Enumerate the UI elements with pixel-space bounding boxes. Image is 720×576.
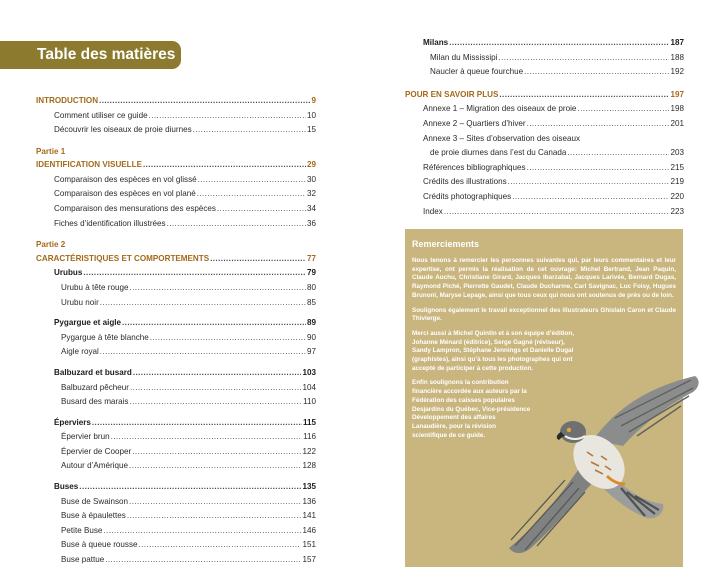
toc-entry-label: Éperviers [54, 417, 91, 427]
toc-entry-label: Comparaison des espèces en vol glissé [54, 174, 197, 184]
toc-section-entry[interactable] [36, 252, 316, 267]
toc-leader-dots [498, 51, 669, 66]
toc-entry-label: Buses [54, 482, 79, 492]
toc-page-number: 146 [302, 525, 316, 535]
toc-entry-label: Comparaison des mensurations des espèces [54, 204, 216, 214]
toc-species-entry[interactable] [36, 524, 316, 539]
toc-leader-dots [129, 395, 302, 410]
toc-page-number: 79 [306, 268, 316, 278]
toc-part-heading [36, 239, 316, 252]
toc-spacer [36, 231, 316, 239]
toc-page-number: 36 [306, 218, 316, 228]
toc-page-number: 197 [670, 89, 684, 99]
toc-page-number: 157 [302, 555, 316, 565]
toc-entry[interactable] [36, 217, 316, 232]
toc-entry-label: Petite Buse [61, 525, 103, 535]
toc-entry[interactable] [36, 202, 316, 217]
toc-entry-label: Urubu noir [61, 297, 99, 307]
toc-entry-label: Pygargue et aigle [54, 318, 122, 328]
toc-leader-dots [527, 161, 670, 176]
toc-page-number: 219 [670, 177, 684, 187]
toc-page-number: 188 [670, 52, 684, 62]
acknowledgements-heading: Remerciements [412, 239, 480, 249]
toc-page-number: 80 [306, 282, 316, 292]
toc-page-number: 104 [302, 382, 316, 392]
toc-entry-label: Pygargue à tête blanche [61, 332, 149, 342]
toc-title-tab [0, 41, 181, 69]
toc-page-number: 116 [303, 432, 316, 442]
toc-entry-label: Balbuzard pêcheur [61, 382, 129, 392]
toc-leader-dots [149, 109, 306, 124]
toc-entry-label: Buse à épaulettes [61, 511, 126, 521]
toc-right-column [405, 36, 684, 219]
toc-leader-dots [99, 94, 310, 109]
toc-section-entry[interactable] [405, 88, 684, 103]
toc-entry-label: Fiches d’identification illustrées [54, 218, 166, 228]
toc-species-entry[interactable] [36, 345, 316, 360]
toc-entry-label: Milans [423, 38, 449, 47]
toc-entry-label: Autour d’Amérique [61, 461, 129, 471]
toc-entry-label: Annexe 1 – Migration des oiseaux de proie [423, 104, 577, 114]
toc-leader-dots [139, 538, 302, 553]
acknowledgements-paragraph-2: Soulignons également le travail exceptionnel des illustrateurs Ghislain Caron et Claude Thivierge. [412, 306, 676, 323]
toc-leader-dots [198, 173, 306, 188]
toc-page-number: 110 [303, 397, 316, 407]
toc-leader-dots [130, 381, 302, 396]
toc-entry-label: IDENTIFICATION VISUELLE [36, 160, 142, 170]
toc-species-entry[interactable] [36, 281, 316, 296]
toc-leader-dots [524, 65, 669, 80]
toc-section-entry[interactable] [36, 158, 316, 173]
toc-species-entry[interactable] [36, 509, 316, 524]
hawk-upper-wing [593, 376, 699, 446]
toc-leader-dots [79, 480, 301, 495]
toc-section-entry[interactable] [36, 94, 316, 109]
toc-entry[interactable] [36, 187, 316, 202]
toc-page-number: 9 [311, 96, 316, 105]
toc-entry[interactable] [405, 161, 684, 176]
toc-entry-label: INTRODUCTION [36, 96, 99, 105]
toc-entry-label: Annexe 3 – Sites d’observation des oiseaux [423, 133, 581, 143]
toc-leader-dots [512, 190, 669, 205]
toc-leader-dots [499, 88, 669, 103]
toc-page-number: 85 [306, 297, 316, 307]
toc-entry[interactable] [405, 190, 684, 205]
toc-leader-dots [132, 445, 301, 460]
toc-leader-dots [197, 187, 306, 202]
toc-entry-label: Épervier de Cooper [61, 446, 132, 456]
toc-entry-label: Index [423, 206, 443, 216]
toc-left-column [36, 94, 316, 576]
toc-page-number: 128 [302, 461, 316, 471]
toc-page-number: 192 [670, 67, 684, 77]
toc-entry-label: Buse à queue rousse [61, 540, 138, 550]
toc-species-entry[interactable] [36, 296, 316, 311]
toc-species-entry[interactable] [36, 538, 316, 553]
toc-entry[interactable] [405, 146, 684, 161]
toc-entry[interactable] [405, 117, 684, 132]
toc-page-number: 135 [302, 482, 316, 492]
toc-entry-label: Partie 2 [36, 240, 66, 250]
toc-page-number: 90 [306, 332, 316, 342]
toc-leader-dots [527, 117, 670, 132]
toc-entry-label: Partie 1 [36, 146, 66, 156]
toc-page-number: 187 [670, 38, 684, 47]
toc-page-number: 136 [302, 496, 316, 506]
toc-leader-dots [100, 296, 306, 311]
page-title: Table des matières [37, 46, 176, 63]
toc-species-entry[interactable] [36, 553, 316, 568]
toc-page-number: 89 [306, 318, 316, 328]
toc-species-entry[interactable] [36, 395, 316, 410]
toc-leader-dots [129, 459, 301, 474]
toc-leader-dots [508, 175, 670, 190]
toc-page-number: 10 [306, 110, 316, 120]
toc-page-number: 141 [302, 511, 316, 521]
toc-page-number: 115 [302, 417, 316, 427]
toc-page-number: 32 [306, 189, 316, 199]
toc-page-number: 198 [670, 104, 684, 114]
toc-leader-dots [143, 158, 306, 173]
toc-page-number: 203 [670, 148, 684, 158]
toc-group-entry[interactable] [36, 480, 316, 495]
toc-leader-dots [567, 146, 669, 161]
hawk-lower-wing [509, 466, 595, 553]
toc-leader-dots [83, 266, 306, 281]
toc-entry[interactable] [405, 175, 684, 190]
toc-leader-dots [577, 102, 669, 117]
acknowledgements-paragraph-3: Merci aussi à Michel Quintin et à son équipe d’édition, Johanne Ménard (éditrice), Serge Gagné (réviseur), Sandy Lampron, Stéphane Jennings et Danielle Dugal (graphistes), ainsi qu’à tous les photographes qui ont accepté de participer à cette production. [412, 329, 574, 372]
toc-entry[interactable] [405, 205, 684, 220]
toc-page-number: 97 [306, 347, 316, 357]
toc-page-number: 215 [670, 162, 684, 172]
toc-page-number: 15 [306, 125, 316, 135]
toc-entry-label: Urubu à tête rouge [61, 282, 129, 292]
toc-entry-label: POUR EN SAVOIR PLUS [405, 89, 499, 99]
toc-entry-label: Épervier brun [61, 432, 110, 442]
toc-entry-label: Crédits des illustrations [423, 177, 507, 187]
toc-page-number: 220 [670, 191, 684, 201]
toc-page-number: 122 [302, 446, 316, 456]
toc-entry-label: Annexe 2 – Quartiers d’hiver [423, 118, 526, 128]
hawk-illustration [495, 370, 703, 560]
toc-entry-label: Milan du Mississipi [430, 52, 498, 62]
toc-entry-label: Balbuzard et busard [54, 367, 132, 377]
toc-entry-label: Comparaison des espèces en vol plané [54, 189, 196, 199]
toc-group-entry[interactable] [405, 36, 684, 51]
toc-part-heading [36, 146, 316, 159]
toc-leader-dots [129, 495, 301, 510]
toc-group-entry[interactable] [36, 366, 316, 381]
toc-entry-label: Crédits photographiques [423, 191, 512, 201]
toc-entry-label: Naucler à queue fourchue [430, 67, 524, 77]
toc-entry-label: Buse pattue [61, 555, 105, 565]
toc-leader-dots [167, 217, 306, 232]
toc-group-entry[interactable] [36, 266, 316, 281]
toc-leader-dots [150, 331, 306, 346]
toc-leader-dots [127, 509, 302, 524]
toc-leader-dots [210, 252, 306, 267]
toc-entry-label: Aigle royal [61, 347, 99, 357]
toc-leader-dots [444, 205, 670, 220]
toc-entry[interactable] [405, 132, 684, 147]
toc-leader-dots [122, 316, 306, 331]
toc-page-number: 29 [306, 160, 316, 170]
toc-entry[interactable] [36, 173, 316, 188]
toc-entry-label: Références bibliographiques [423, 162, 526, 172]
toc-leader-dots [193, 123, 306, 138]
toc-leader-dots [217, 202, 306, 217]
toc-entry-label: CARACTÉRISTIQUES ET COMPORTEMENTS [36, 253, 210, 263]
toc-page-number: 223 [670, 206, 684, 216]
toc-species-entry[interactable] [36, 331, 316, 346]
toc-entry[interactable] [405, 102, 684, 117]
toc-entry-label: Découvrir les oiseaux de proie diurnes [54, 125, 192, 135]
toc-leader-dots [130, 281, 306, 296]
toc-entry[interactable] [36, 123, 316, 138]
toc-page-number: 103 [302, 367, 316, 377]
toc-page-number: 30 [306, 174, 316, 184]
toc-leader-dots [449, 36, 669, 51]
toc-page-number: 151 [302, 540, 316, 550]
acknowledgements-paragraph-4: Enfin soulignons la contribution financière accordée aux auteurs par la Fédération des caisses populaires Desjardins du Québec, Vice-présidence Développement des affaires Lanaudière, pour la révision scientifique de ce guide. [412, 379, 531, 439]
toc-species-entry[interactable] [405, 65, 684, 80]
toc-leader-dots [133, 366, 302, 381]
toc-species-entry[interactable] [405, 51, 684, 66]
toc-page-number: 201 [670, 118, 684, 128]
toc-species-entry[interactable] [36, 495, 316, 510]
toc-entry-label: Comment utiliser ce guide [54, 110, 148, 120]
toc-entry-label: Buse de Swainson [61, 496, 129, 506]
toc-species-entry[interactable] [36, 459, 316, 474]
toc-species-entry[interactable] [36, 430, 316, 445]
toc-leader-dots [100, 345, 306, 360]
toc-entry-label: Urubus [54, 268, 83, 278]
toc-group-entry[interactable] [36, 416, 316, 431]
acknowledgements-paragraph-1: Nous tenons à remercier les personnes suivantes qui, par leurs commentaires et leur expertise, ont permis la réalisation de cet ouvrage: Michel Bertrand, Jean Paquin, Claude Auchu, Christiane Girard, Jacques Ibarzabal, Jacques Larivée, Bernard Dugas, Raymond Piché, Pierrette Gaudet, Claude Ducharme, Carl Savignac, Luc Foisy, Hugues Brunoni, Maryse Lepage, ainsi que tous ceux qui nous ont soutenus de près ou de loin. [412, 257, 676, 299]
toc-leader-dots [105, 553, 301, 568]
toc-species-entry[interactable] [36, 445, 316, 460]
toc-spacer [405, 80, 684, 88]
toc-group-entry[interactable] [36, 316, 316, 331]
toc-species-entry[interactable] [36, 381, 316, 396]
toc-entry[interactable] [36, 109, 316, 124]
toc-page-number: 77 [306, 253, 316, 263]
toc-leader-dots [103, 524, 301, 539]
toc-leader-dots [111, 430, 303, 445]
toc-leader-dots [92, 416, 302, 431]
toc-spacer [36, 138, 316, 146]
toc-entry-label: de proie diurnes dans l’est du Canada [430, 148, 567, 158]
toc-entry-label: Busard des marais [61, 397, 129, 407]
toc-page-number: 34 [306, 204, 316, 214]
